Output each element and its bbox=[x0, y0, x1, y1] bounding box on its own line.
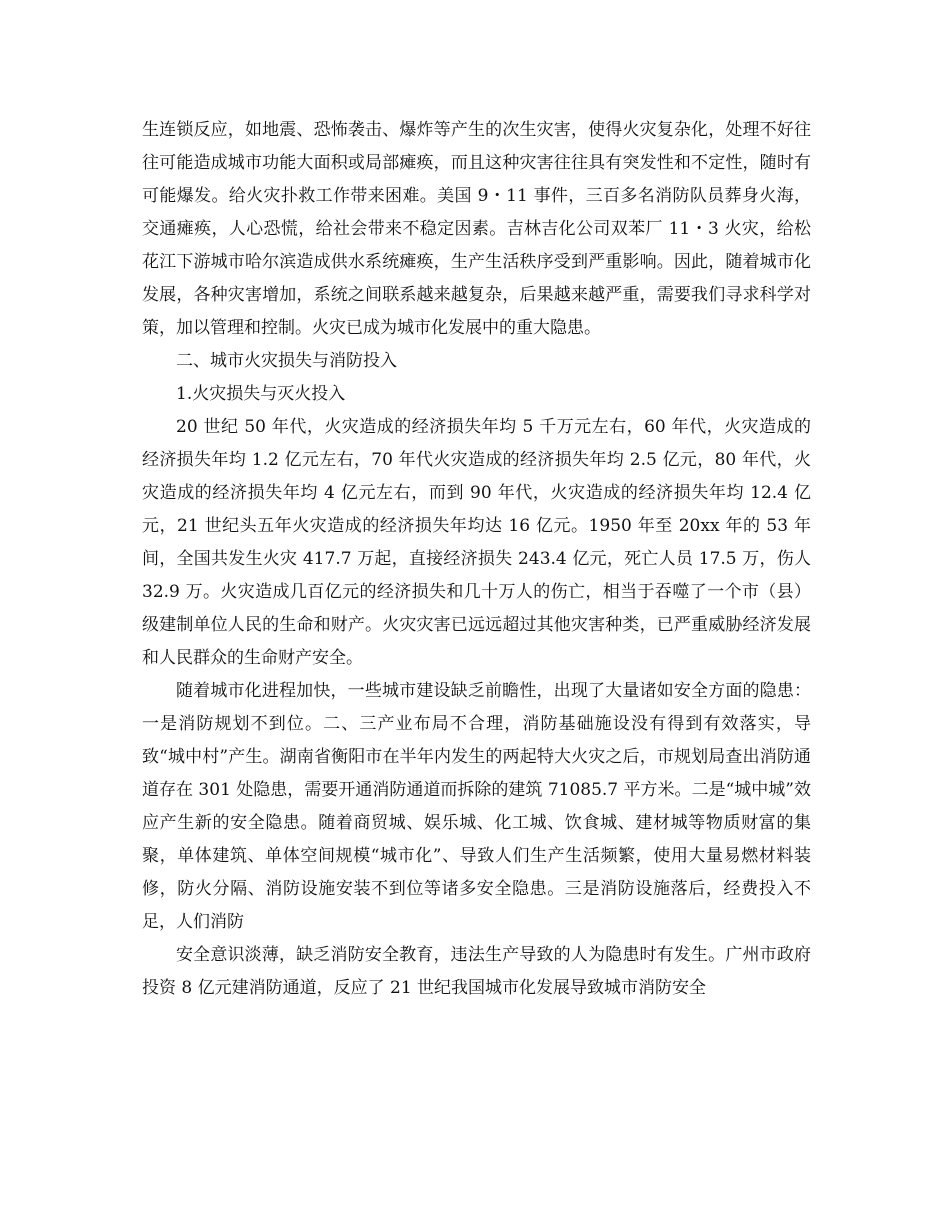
section-heading: 二、城市火灾损失与消防投入 bbox=[176, 351, 397, 371]
paragraph-1: 生连锁反应，如地震、恐怖袭击、爆炸等产生的次生灾害，使得火灾复杂化，处理不好往往可能造成城市功能大面积或局部瘫痪，而且这种灾害往往具有突发性和不定性，随时有可能爆发。给火灾扑救工作带来困难。美国 9・11 事件，三百多名消防队员葬身火海，交通瘫痪，人心恐慌，给社会带来不稳定因素。吉林吉化公司双苯厂 11・3 火灾，给松花江下游城市哈尔滨造成供水系统瘫痪，生产生活秩序受到严重影响。因此，随着城市化发展，各种灾害增加，系统之间联系越来越复杂，后果越来越严重，需要我们寻求科学对策，加以管理和控制。火灾已成为城市化发展中的重大隐患。 bbox=[142, 120, 811, 338]
paragraph-3: 随着城市化进程加快，一些城市建设缺乏前瞻性，出现了大量诸如安全方面的隐患：一是消防规划不到位。二、三产业布局不合理，消防基础施设没有得到有效落实，导致“城中村”产生。湖南省衡阳市在半年内发生的两起特大火灾之后，市规划局查出消防通道存在 301 处隐患，需要开通消防通道而拆除的建筑 71085.7 平方米。二是“城中城”效应产生新的安全隐患。随着商贸城、娱乐城、化工城、饮食城、建材城等物质财富的集聚，单体建筑、单体空间规模“城市化”、导致人们生产生活频繁，使用大量易燃材料装修，防火分隔、消防设施安装不到位等诸多安全隐患。三是消防设施落后，经费投入不足，人们消防 bbox=[142, 681, 811, 932]
paragraph-2: 20 世纪 50 年代，火灾造成的经济损失年均 5 千万元左右，60 年代，火灾造成的经济损失年均 1.2 亿元左右，70 年代火灾造成的经济损失年均 2.5 亿元，80 年代，火灾造成的经济损失年均 4 亿元左右，而到 90 年代，火灾造成的经济损失年均 12.4 亿元，21 世纪头五年火灾造成的经济损失年均达 16 亿元。1950 年至 20xx 年的 53 年间，全国共发生火灾 417.7 万起，直接经济损失 243.4 亿元，死亡人员 17.5 万，伤人 32.9 万。火灾造成几百亿元的经济损失和几十万人的伤亡，相当于吞噬了一个市（县）级建制单位人民的生命和财产。火灾灾害已远远超过其他灾害种类，已严重威胁经济发展和人民群众的生命财产安全。 bbox=[142, 417, 811, 668]
document-page bbox=[142, 114, 811, 1005]
subsection-heading: 1.火灾损失与灭火投入 bbox=[176, 384, 346, 404]
paragraph-4: 安全意识淡薄，缺乏消防安全教育，违法生产导致的人为隐患时有发生。广州市政府投资 8 亿元建消防通道，反应了 21 世纪我国城市化发展导致城市消防安全 bbox=[142, 945, 811, 998]
